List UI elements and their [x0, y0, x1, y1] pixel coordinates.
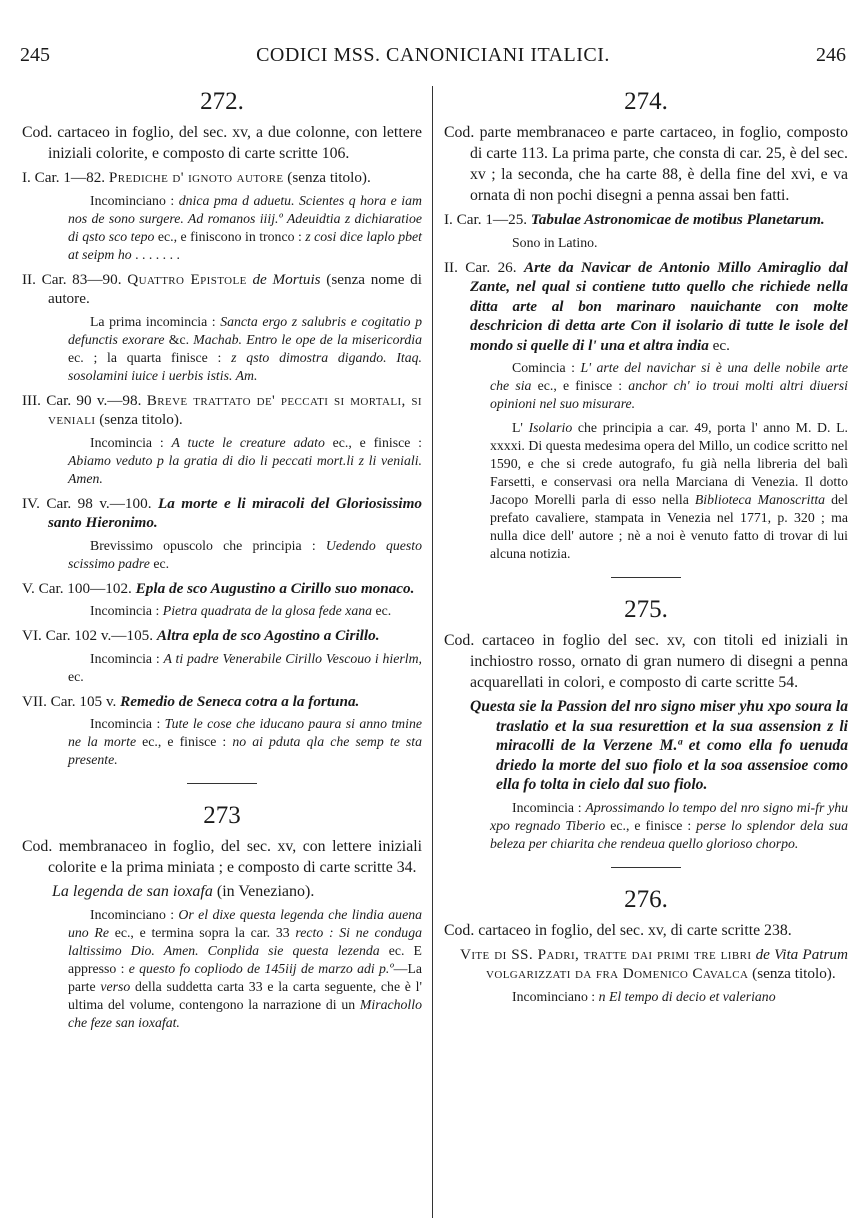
item-ii: II. Car. 83—90. Quattro Epistole de Mortuis (senza nome di autore. [22, 270, 422, 307]
incipit: La prima incomincia : Sancta ergo z salubris e cogitatio p defunctis exorare &c. Machab. Entro le ope de la misericordia ec. ; la quarta finisce : z qsto dimostra digando. Itaq. sosolamini iuice i uerbis istis. Am. [68, 313, 423, 383]
section-rule [187, 783, 257, 784]
entry-number: 276. [624, 885, 668, 913]
incipit: Incomincia : Aprossimando lo tempo del nro signo mi-fr yhu xpo regnado Tiberio ec., e finisce : perse lo splendor dela sua beleza per chiarita che rendeua quello glorioso chorpo. [490, 799, 848, 851]
entry-description: Cod. cartaceo in foglio del sec. xv, con titoli ed iniziali in inchiostro rosso, ornato di gran numero di disegni a penna acquarellati in colori, e composto di carte scritte 54. [444, 632, 848, 691]
work-title: Questa sie la Passion del nro signo miser yhu xpo soura la traslatio et la sua resurettion et la sua assension z li miracolli de la Verzene M.ª et como ella fo uenuda driedo la morte del suo fiolo et la soa assensioe como ella fo tolta in cielo dal suo fiolo. [470, 698, 848, 793]
incipit: Comincia : L' arte del navichar si è una delle nobile arte che sia ec., e finisce : anchor ch' io troui molti altri diuersi opinioni nel suo misurare. [490, 360, 849, 411]
running-header [20, 44, 846, 74]
item-iv: IV. Car. 98 v.—100. La morte e li miracoli del Gloriosissimo santo Hieronimo. [22, 494, 422, 531]
item-ii: II. Car. 26. Arte da Navicar de Antonio Millo Amiraglio dal Zante, nel qual si contiene tutto quello che richiede nella ditta arte al bon marinaro nauichante con molte deschricion di detta arte Con il isolario di tutte le isole del mondo si quelle di l' una et altra india ec. [444, 258, 848, 354]
work-title: La legenda de san ioxafa (in Veneziano). [52, 883, 315, 900]
item-vii: VII. Car. 105 v. Remedio de Seneca cotra a la fortuna. [22, 692, 360, 710]
item-vi: VI. Car. 102 v.—105. Altra epla de sco Agostino a Cirillo. [22, 627, 380, 644]
entry-description: Cod. membranaceo in foglio, del sec. xv, con lettere iniziali colorite e la prima miniata ; e composto di carte scritte 34. [22, 838, 422, 876]
incipit: Incominciano : dnica pma d aduetu. Scientes q hora e iam nos de sono surgere. Ad romanos iiij.º Adeuidtia z dichiaratioe di qsto sco tepo ec., e finiscono in tronco : z cosi dice laplo pbet at seipm ho . . . . . . . [68, 192, 423, 262]
incipit: Incomincia : A tucte le creature adato ec., e finisce : Abiamo veduto p la gratia di dio li peccati mort.li z li veniali. Amen. [68, 434, 423, 486]
work-title: Vite di SS. Padri, tratte dai primi tre libri de Vita Patrum volgarizzati da fra Domenico Cavalca (senza titolo). [460, 945, 848, 982]
entry-272 [22, 88, 422, 769]
running-title: CODICI MSS. CANONICIANI ITALICI. [256, 44, 610, 66]
entry-273 [22, 802, 422, 1032]
incipit: Incominciano : Or el dixe questa legenda che lindia auena uno Re ec., e termina sopra la car. 33 recto : Si ne conduga laltissimo Dio. Amen. Conplida sie questa lezenda ec. E appresso : e questo fo copliodo de 145iij de marzo adi p.º—La parte verso della suddetta carta 33 e la carta seguente, che è l' ultima del volume, contengono la narrazione di un Mirachollo che feze san ioxafat. [68, 906, 423, 1030]
entry-description: Cod. cartaceo in foglio, del sec. xv, a due colonne, con lettere iniziali colorite, e composto di carte scritte 106. [22, 124, 422, 162]
entry-description: Cod. cartaceo in foglio, del sec. xv, di carte scritte 238. [444, 921, 792, 939]
incipit: Incominciano : n El tempo di decio et valeriano [512, 988, 776, 1004]
right-column [444, 88, 848, 1012]
incipit: Incomincia : Pietra quadrata de la glosa fede xana ec. [90, 603, 392, 618]
page-number-left: 245 [20, 44, 50, 66]
section-rule [611, 867, 681, 868]
entry-description: Cod. parte membranaceo e parte cartaceo, in foglio, composto di carte 113. La prima parte, che consta di car. 25, è del sec. xv ; la seconda, che ha carte 88, è della fine del xvi, e va ornata di non pochi disegni a penna assai ben fatti. [444, 124, 848, 204]
note: Sono in Latino. [512, 234, 598, 250]
incipit: Brevissimo opuscolo che principia : Uedendo questo scissimo padre ec. [68, 537, 422, 571]
entry-number: 275. [624, 596, 668, 623]
column-divider [432, 86, 433, 1218]
entry-275 [444, 596, 848, 853]
item-i: I. Car. 1—82. Prediche d' ignoto autore (senza titolo). [22, 169, 371, 186]
incipit: Incomincia : A ti padre Venerabile Cirillo Vescouo i hierlm, ec. [68, 650, 423, 684]
page-number-right: 246 [816, 44, 846, 66]
item-v: V. Car. 100—102. Epla de sco Augustino a Cirillo suo monaco. [22, 579, 415, 597]
note: L' Isolario che principia a car. 49, porta l' anno M. D. L. xxxxi. Di questa medesima opera del Millo, un codice scritto nel 1590, e che si crede autografo, fu già nella libreria del balì Farsetti, e conservasi ora nella Marciana di Venezia. Il dotto Jacopo Morelli parla di esso nella Biblioteca Manoscritta del prefato cavaliere, stampata in Venezia nel 1771, p. 320 ; ma nulla dice dell' autore ; nè a noi è venuto fatto di trovar di lui alcuna notizia. [490, 420, 848, 561]
item-i: I. Car. 1—25. Tabulae Astronomicae de motibus Planetarum. [444, 211, 825, 228]
entry-number: 274. [624, 88, 668, 115]
section-rule [611, 577, 681, 578]
entry-274 [444, 88, 848, 563]
entry-number: 273 [203, 802, 241, 829]
entry-number: 272. [200, 88, 244, 115]
incipit: Incomincia : Tute le cose che iducano paura si anno tmine ne la morte ec., e finisce : no ai pduta qla che semp te sta presente. [68, 716, 422, 767]
item-iii: III. Car. 90 v.—98. Breve trattato de' peccati si mortali, si veniali (senza titolo). [22, 391, 422, 428]
left-column [22, 88, 422, 1038]
entry-276 [444, 886, 848, 1006]
